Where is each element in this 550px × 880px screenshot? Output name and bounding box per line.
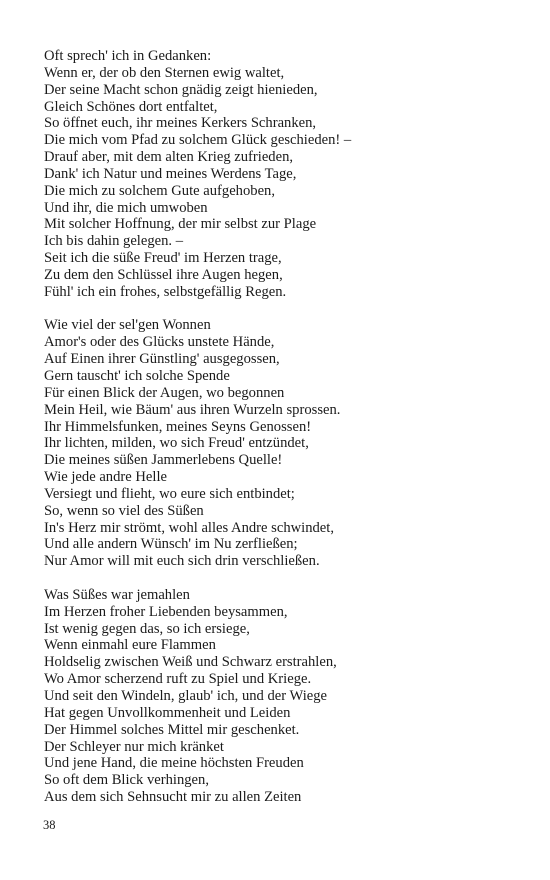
page-number: 38 [43, 818, 56, 832]
poem-line: Wenn er, der ob den Sternen ewig waltet, [44, 64, 285, 81]
poem-line: Für einen Blick der Augen, wo begonnen [44, 384, 285, 401]
poem-line: Und jene Hand, die meine höchsten Freuden [44, 755, 304, 772]
poem-line: Und alle andern Wünsch' im Nu zerfließen; [44, 536, 298, 553]
poem-line: So, wenn so viel des Süßen [44, 502, 204, 519]
poem-line: Auf Einen ihrer Günstling' ausgegossen, [44, 351, 280, 368]
poem-line: Wenn einmahl eure Flammen [44, 637, 216, 654]
poem-line: Dank' ich Natur und meines Werdens Tage, [44, 165, 297, 182]
poem-line: Seit ich die süße Freud' im Herzen trage, [44, 250, 282, 267]
poem-line: Was Süßes war jemahlen [44, 586, 190, 603]
poem-line: Amor's oder des Glücks unstete Hände, [44, 334, 275, 351]
poem-line: Oft sprech' ich in Gedanken: [44, 48, 212, 64]
poem-line: Im Herzen froher Liebenden beysammen, [44, 603, 288, 620]
poem-line: Der Schleyer nur mich kränket [44, 738, 224, 755]
poem-line: Ihr lichten, milden, wo sich Freud' entzündet, [44, 435, 309, 452]
poem-line: Ist wenig gegen das, so ich ersiege, [44, 620, 250, 637]
poem-line: Holdselig zwischen Weiß und Schwarz erstrahlen, [44, 654, 337, 671]
poem-line: Mein Heil, wie Bäum' aus ihren Wurzeln sprossen. [44, 401, 341, 418]
poem-line: Der Himmel solches Mittel mir geschenket. [44, 721, 300, 738]
poem-line: Und ihr, die mich umwoben [44, 199, 208, 216]
poem-line: Aus dem sich Sehnsucht mir zu allen Zeiten [44, 789, 302, 806]
stanza [44, 587, 524, 806]
poem-line: Mit solcher Hoffnung, der mir selbst zur Plage [44, 216, 317, 233]
poem-line: Wie viel der sel'gen Wonnen [44, 317, 211, 334]
poem-line: Wo Amor scherzend ruft zu Spiel und Kriege. [44, 671, 312, 688]
poem-line: Gleich Schönes dort entfaltet, [44, 98, 218, 115]
poem-line: Gern tauscht' ich solche Spende [44, 367, 230, 384]
poem-line: Wie jede andre Helle [44, 469, 167, 486]
stanza [44, 317, 524, 570]
poem-line: So öffnet euch, ihr meines Kerkers Schranken, [44, 115, 317, 132]
stanza [44, 48, 524, 301]
poem-line: Drauf aber, mit dem alten Krieg zufrieden, [44, 149, 294, 166]
poem-line: Die meines süßen Jammerlebens Quelle! [44, 452, 283, 469]
poem-line: Hat gegen Unvollkommenheit und Leiden [44, 704, 291, 721]
poem-body [44, 48, 524, 823]
poem-line: Die mich zu solchem Gute aufgehoben, [44, 182, 275, 199]
poem-line: In's Herz mir strömt, wohl alles Andre schwindet, [44, 519, 334, 536]
poem-line: Versiegt und flieht, wo eure sich entbindet; [44, 485, 295, 502]
poem-line: Die mich vom Pfad zu solchem Glück geschieden! – [44, 132, 352, 149]
poem-line: So oft dem Blick verhingen, [44, 772, 209, 789]
poem-line: Der seine Macht schon gnädig zeigt hienieden, [44, 81, 318, 98]
poem-line: Nur Amor will mit euch sich drin verschließen. [44, 553, 320, 570]
poem-line: Und seit den Windeln, glaub' ich, und der Wiege [44, 687, 327, 704]
poem-line: Ihr Himmelsfunken, meines Seyns Genossen! [44, 418, 312, 435]
poem-line: Fühl' ich ein frohes, selbstgefällig Regen. [44, 283, 287, 300]
poem-line: Zu dem den Schlüssel ihre Augen hegen, [44, 266, 283, 283]
poem-line: Ich bis dahin gelegen. – [44, 233, 184, 250]
